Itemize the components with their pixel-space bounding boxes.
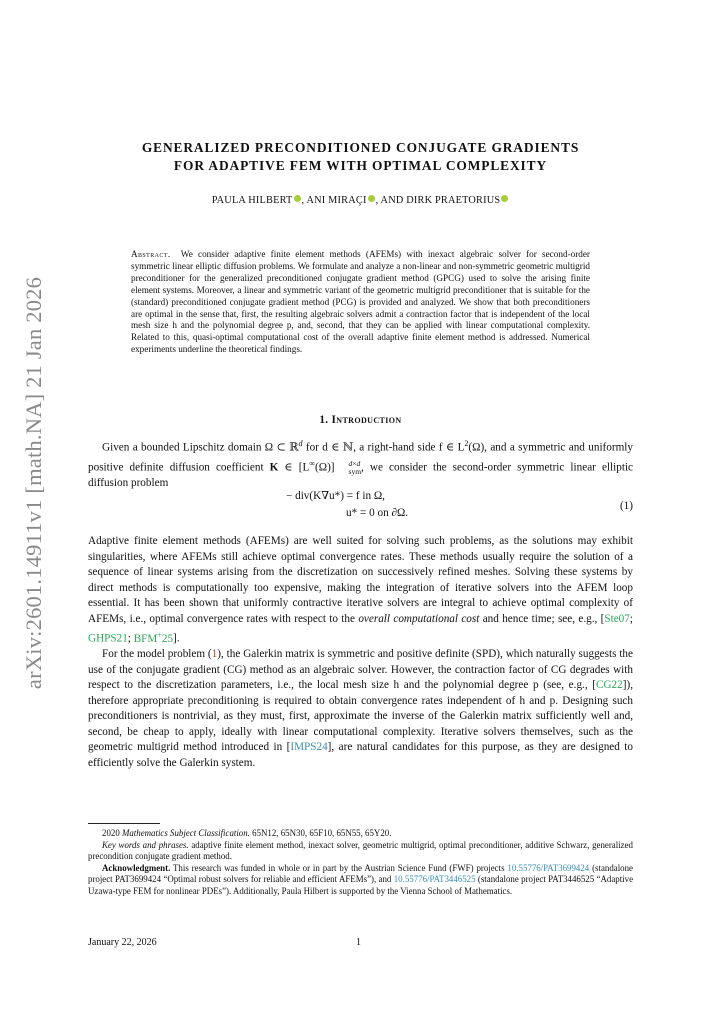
citation-link[interactable]: IMPS24	[290, 741, 328, 754]
equation-line: u* = 0 on ∂Ω.	[346, 507, 409, 519]
citation-link[interactable]: CG22	[596, 679, 623, 692]
citation-link[interactable]: Ste07	[604, 612, 630, 625]
footer-date: January 22, 2026	[88, 937, 157, 948]
intro-paragraph-1: Given a bounded Lipschitz domain Ω ⊂ ℝ$^d$ for d ∈ ℕ, a right-hand side f ∈ $L^2(\Omega)$, and a symmetric and uniformly positive definite diffusion coefficient K ∈ [L∞(Ω)] d×d sym , we consider the second-order symmetric linear elliptic diffusion problem	[88, 439, 634, 490]
orcid-icon[interactable]	[294, 195, 301, 202]
footnote-rule	[88, 823, 160, 824]
page-number: 1	[356, 937, 361, 948]
intro-paragraph-3: For the model problem (1), the Galerkin matrix is symmetric and positive definite (SPD), which naturally suggests the use of the conjugate gradient (CG) method as an algebraic solver. However, the contraction factor of CG degrades with respect to the discretization parameters, i.e., the local mesh size h and the polynomial degree p (see, e.g., [CG22]), therefore appropriate preconditioning is required to obtain convergence rates independent of h and p. Designing such preconditioners is nontrivial, as they must, first, approximate the inverse of the Galerkin matrix sufficiently well and, second, be cheap to apply, ideally with linear computational complexity. Iterative solvers themselves, such as the geometric multigrid method introduced in [IMPS24], are natural candidates for this purpose, as they are designed to efficiently solve the Galerkin system.	[88, 648, 633, 769]
acknowledgment-footnote: Acknowledgment. This research was funded in whole or in part by the Austrian Science Fund (FWF) projects 10.55776/PAT3699424 (standalone project PAT3699424 “Optimal robust solvers for reliable and efficient AFEMs”), and 10.55776/PAT3446525 (standalone project PAT3446525 “Adaptive Uzawa-type FEM for nonlinear PDEs”). Additionally, Paula Hilbert is supported by the Vienna School of Mathematics.	[88, 862, 634, 896]
abstract-label: Abstract.	[131, 249, 171, 259]
equation-line: − div(K∇u*) = f in Ω,	[286, 490, 385, 502]
paper-title: GENERALIZED PRECONDITIONED CONJUGATE GRADIENTS FOR ADAPTIVE FEM WITH OPTIMAL COMPLEXITY	[141, 140, 580, 173]
orcid-icon[interactable]	[501, 195, 508, 202]
author-name: , AND DIRK PRAETORIUS	[375, 195, 501, 206]
doi-link[interactable]: 10.55776/PAT3699424	[507, 862, 590, 873]
section-heading: 1. Introduction	[319, 414, 402, 426]
equation-1	[88, 489, 633, 525]
msc-footnote: 2020 Mathematics Subject Classification. 65N12, 65N30, 65F10, 65N55, 65Y20.	[102, 828, 392, 838]
intro-paragraph-2: Adaptive finite element methods (AFEMs) are well suited for solving such problems, as the solutions may exhibit singularities, where AFEMs still achieve optimal convergence rates. These methods usually require the solution of a sequence of linear systems arising from the discretization on successively refined meshes. Solving these systems by direct methods is computationally too expensive, making the integration of iterative solvers into the AFEM loop essential. It has been shown that uniformly contractive iterative solvers are integral to achieve optimal complexity of AFEMs, i.e., optimal convergence rates with respect to the overall computational cost and hence time; see, e.g., [Ste07; GHPS21; BFM+25]. For the model problem (1), the Galerkin matrix is symmetric and positive definite (SPD), which naturally suggests the use of the conjugate gradient (CG) method as an algebraic solver. However, the contraction factor of CG degrades with respect to the discretization parameters, i.e., the local mesh size h and the polynomial degree p (see, e.g., [CG22]), therefore appropriate preconditioning is required to obtain convergence rates independent of h and p. Designing such preconditioners is nontrivial, as they must, first, approximate the inverse of the Galerkin matrix sufficiently well and, second, be cheap to apply, ideally with linear computational complexity. Iterative solvers themselves, such as the geometric multigrid method introduced in [IMPS24], are natural candidates for this purpose, as they are designed to efficiently solve the Galerkin system.	[88, 534, 633, 771]
citation-link[interactable]: GHPS21	[88, 632, 128, 645]
equation-ref-link[interactable]: 1	[211, 648, 218, 661]
arxiv-stamp: arXiv:2601.14911v1 [math.NA] 21 Jan 2026	[21, 276, 46, 689]
author-name: PAULA HILBERT	[211, 195, 293, 206]
footnotes	[88, 828, 633, 898]
abstract-text: We consider adaptive finite element methods (AFEMs) with inexact algebraic solver for second-order symmetric linear elliptic diffusion problems. We formulate and analyze a non-linear and non-symmetric geometric multigrid preconditioner for the generalized preconditioned conjugate gradient method (GPCG) used to solve the arising finite element systems. Moreover, a linear and symmetric variant of the geometric multigrid preconditioner that is suitable for the (standard) preconditioned conjugate gradient method (PCG) is provided and analyzed. We show that both preconditioners are optimal in the sense that, first, the resulting algebraic solvers admit a contraction factor that is independent of the local mesh size h and the polynomial degree p, and, second, that they can be applied with linear computational complexity. Related to this, quasi-optimal computational cost of the overall adaptive finite element method is addressed. Numerical experiments underline the theoretical findings.	[131, 249, 590, 355]
citation-link[interactable]: BFM+25	[133, 630, 174, 645]
orcid-icon[interactable]	[368, 195, 375, 202]
abstract	[131, 249, 590, 356]
keywords-footnote: Key words and phrases. adaptive finite element method, inexact solver, geometric multigrid, optimal preconditioner, additive Schwarz, generalized precondition conjugate gradient method.	[88, 839, 633, 862]
author-name: , ANI MIRAÇI	[301, 195, 367, 206]
author-list	[88, 195, 633, 206]
equation-number: (1)	[619, 500, 633, 512]
doi-link[interactable]: 10.55776/PAT3446525	[393, 874, 476, 885]
